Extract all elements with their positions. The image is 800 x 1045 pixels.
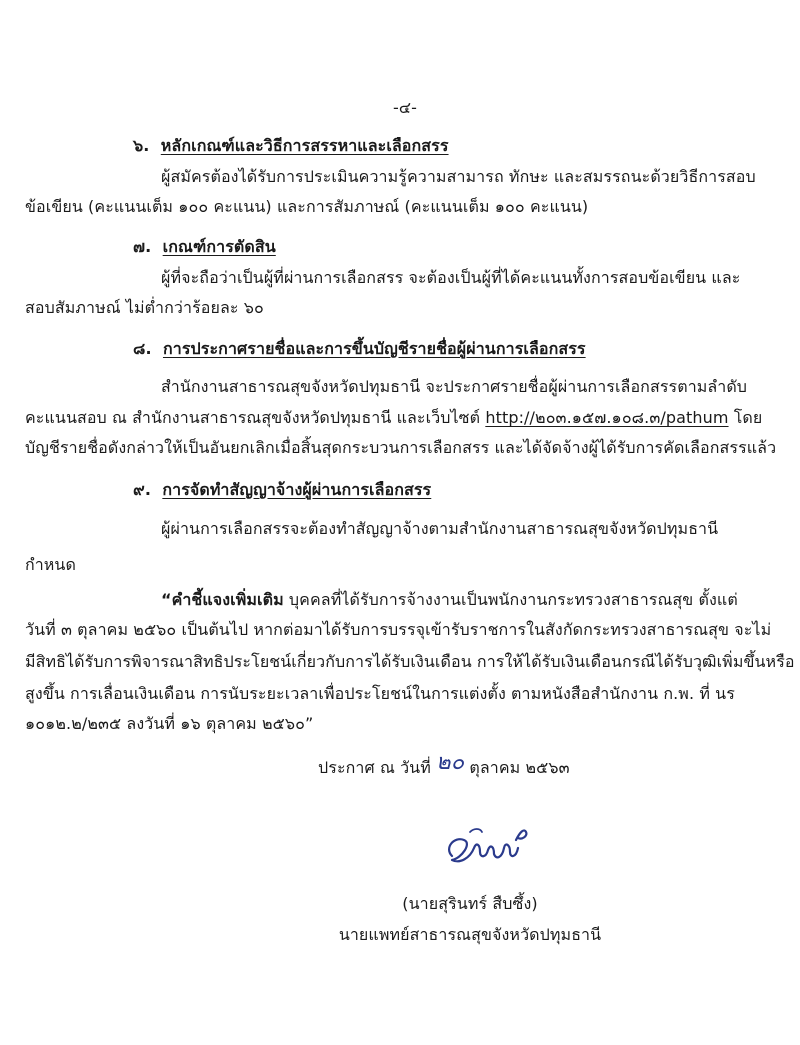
- section-8-text-line-3: บัญชีรายชื่อดังกล่าวให้เป็นอันยกเลิกเมื่อสิ้นสุดกระบวนการเลือกสรร และได้จัดจ้างผู้ได้รับการคัดเลือกสรรแล้ว: [25, 438, 777, 457]
- section-6-text-line-1: ผู้สมัครต้องได้รับการประเมินความรู้ความสามารถ ทักษะ และสมรรถนะด้วยวิธีการสอบ: [161, 167, 756, 186]
- announcement-month-year: ตุลาคม ๒๕๖๓: [469, 758, 570, 777]
- note-line-2: วันที่ ๓ ตุลาคม ๒๕๖๐ เป็นต้นไป หากต่อมาได้รับการบรรจุเข้ารับราชการในสังกัดกระทรวงสาธารณสุข จะไม่: [25, 620, 772, 639]
- section-8-heading: [133, 338, 586, 360]
- section-9-text-line-2: กำหนด: [25, 555, 76, 574]
- section-8-text-line-1: สำนักงานสาธารณสุขจังหวัดปทุมธานี จะประกาศรายชื่อผู้ผ่านการเลือกสรรตามลำดับ: [161, 377, 748, 396]
- note-line-4: สูงขึ้น การเลื่อนเงินเดือน การนับระยะเวลาเพื่อประโยชน์ในการแต่งตั้ง ตามหนังสือสำนักงาน ก.พ. ที่ นร: [25, 684, 735, 703]
- note-line-5: ๑๐๑๒.๒/๒๓๕ ลงวันที่ ๑๖ ตุลาคม ๒๕๖๐”: [25, 714, 314, 733]
- section-7-text-line-2: สอบสัมภาษณ์ ไม่ต่ำกว่าร้อยละ ๖๐: [25, 298, 264, 317]
- section-7-text-line-1: ผู้ที่จะถือว่าเป็นผู้ที่ผ่านการเลือกสรร จะต้องเป็นผู้ที่ได้คะแนนทั้งการสอบข้อเขียน และ: [161, 268, 741, 287]
- section-8-text-line-2: [25, 407, 762, 429]
- section-6-title: หลักเกณฑ์และวิธีการสรรหาและเลือกสรร: [160, 136, 449, 155]
- section-8-text-line-2-suffix: โดย: [733, 408, 763, 427]
- section-9-number: ๙.: [133, 480, 151, 499]
- page-number: -๔-: [393, 98, 417, 117]
- section-8-text-line-2-prefix: คะแนนสอบ ณ สำนักงานสาธารณสุขจังหวัดปทุมธานี และเว็บไซต์: [25, 408, 481, 427]
- section-9-heading: [133, 479, 431, 501]
- section-8-title: การประกาศรายชื่อและการขึ้นบัญชีรายชื่อผู้ผ่านการเลือกสรร: [162, 339, 586, 358]
- website-link[interactable]: http://๒๐๓.๑๕๗.๑๐๘.๓/pathum: [485, 408, 729, 427]
- note-label: “คำชี้แจงเพิ่มเติม: [161, 590, 284, 609]
- section-9-title: การจัดทำสัญญาจ้างผู้ผ่านการเลือกสรร: [162, 480, 432, 499]
- note-line-3: มีสิทธิได้รับการพิจารณาสิทธิประโยชน์เกี่ยวกับการได้รับเงินเดือน การให้ได้รับเงินเดือนกรณีได้รับวุฒิเพิ่มขึ้นหรือ: [25, 652, 795, 671]
- section-8-number: ๘.: [133, 339, 152, 358]
- section-7-number: ๗.: [133, 237, 152, 256]
- handwritten-day: ๒๐: [436, 750, 465, 775]
- signer-position: นายแพทย์สาธารณสุขจังหวัดปทุมธานี: [338, 925, 602, 944]
- note-line-1: [161, 589, 738, 611]
- signature-image: [440, 818, 540, 878]
- section-6-text-line-2: ข้อเขียน (คะแนนเต็ม ๑๐๐ คะแนน) และการสัมภาษณ์ (คะแนนเต็ม ๑๐๐ คะแนน): [25, 197, 589, 216]
- announcement-date: [318, 750, 570, 779]
- section-9-text-line-1: ผู้ผ่านการเลือกสรรจะต้องทำสัญญาจ้างตามสำนักงานสาธารณสุขจังหวัดปทุมธานี: [161, 519, 719, 538]
- section-6-number: ๖.: [133, 136, 150, 155]
- note-line-1-text: บุคคลที่ได้รับการจ้างงานเป็นพนักงานกระทรวงสาธารณสุข ตั้งแต่: [288, 590, 738, 609]
- section-7-heading: [133, 236, 276, 258]
- announcement-prefix: ประกาศ ณ วันที่: [318, 758, 431, 777]
- section-6-heading: [133, 135, 449, 157]
- signer-name: (นายสุรินทร์ สืบซึ้ง): [402, 894, 538, 913]
- section-7-title: เกณฑ์การตัดสิน: [162, 237, 276, 256]
